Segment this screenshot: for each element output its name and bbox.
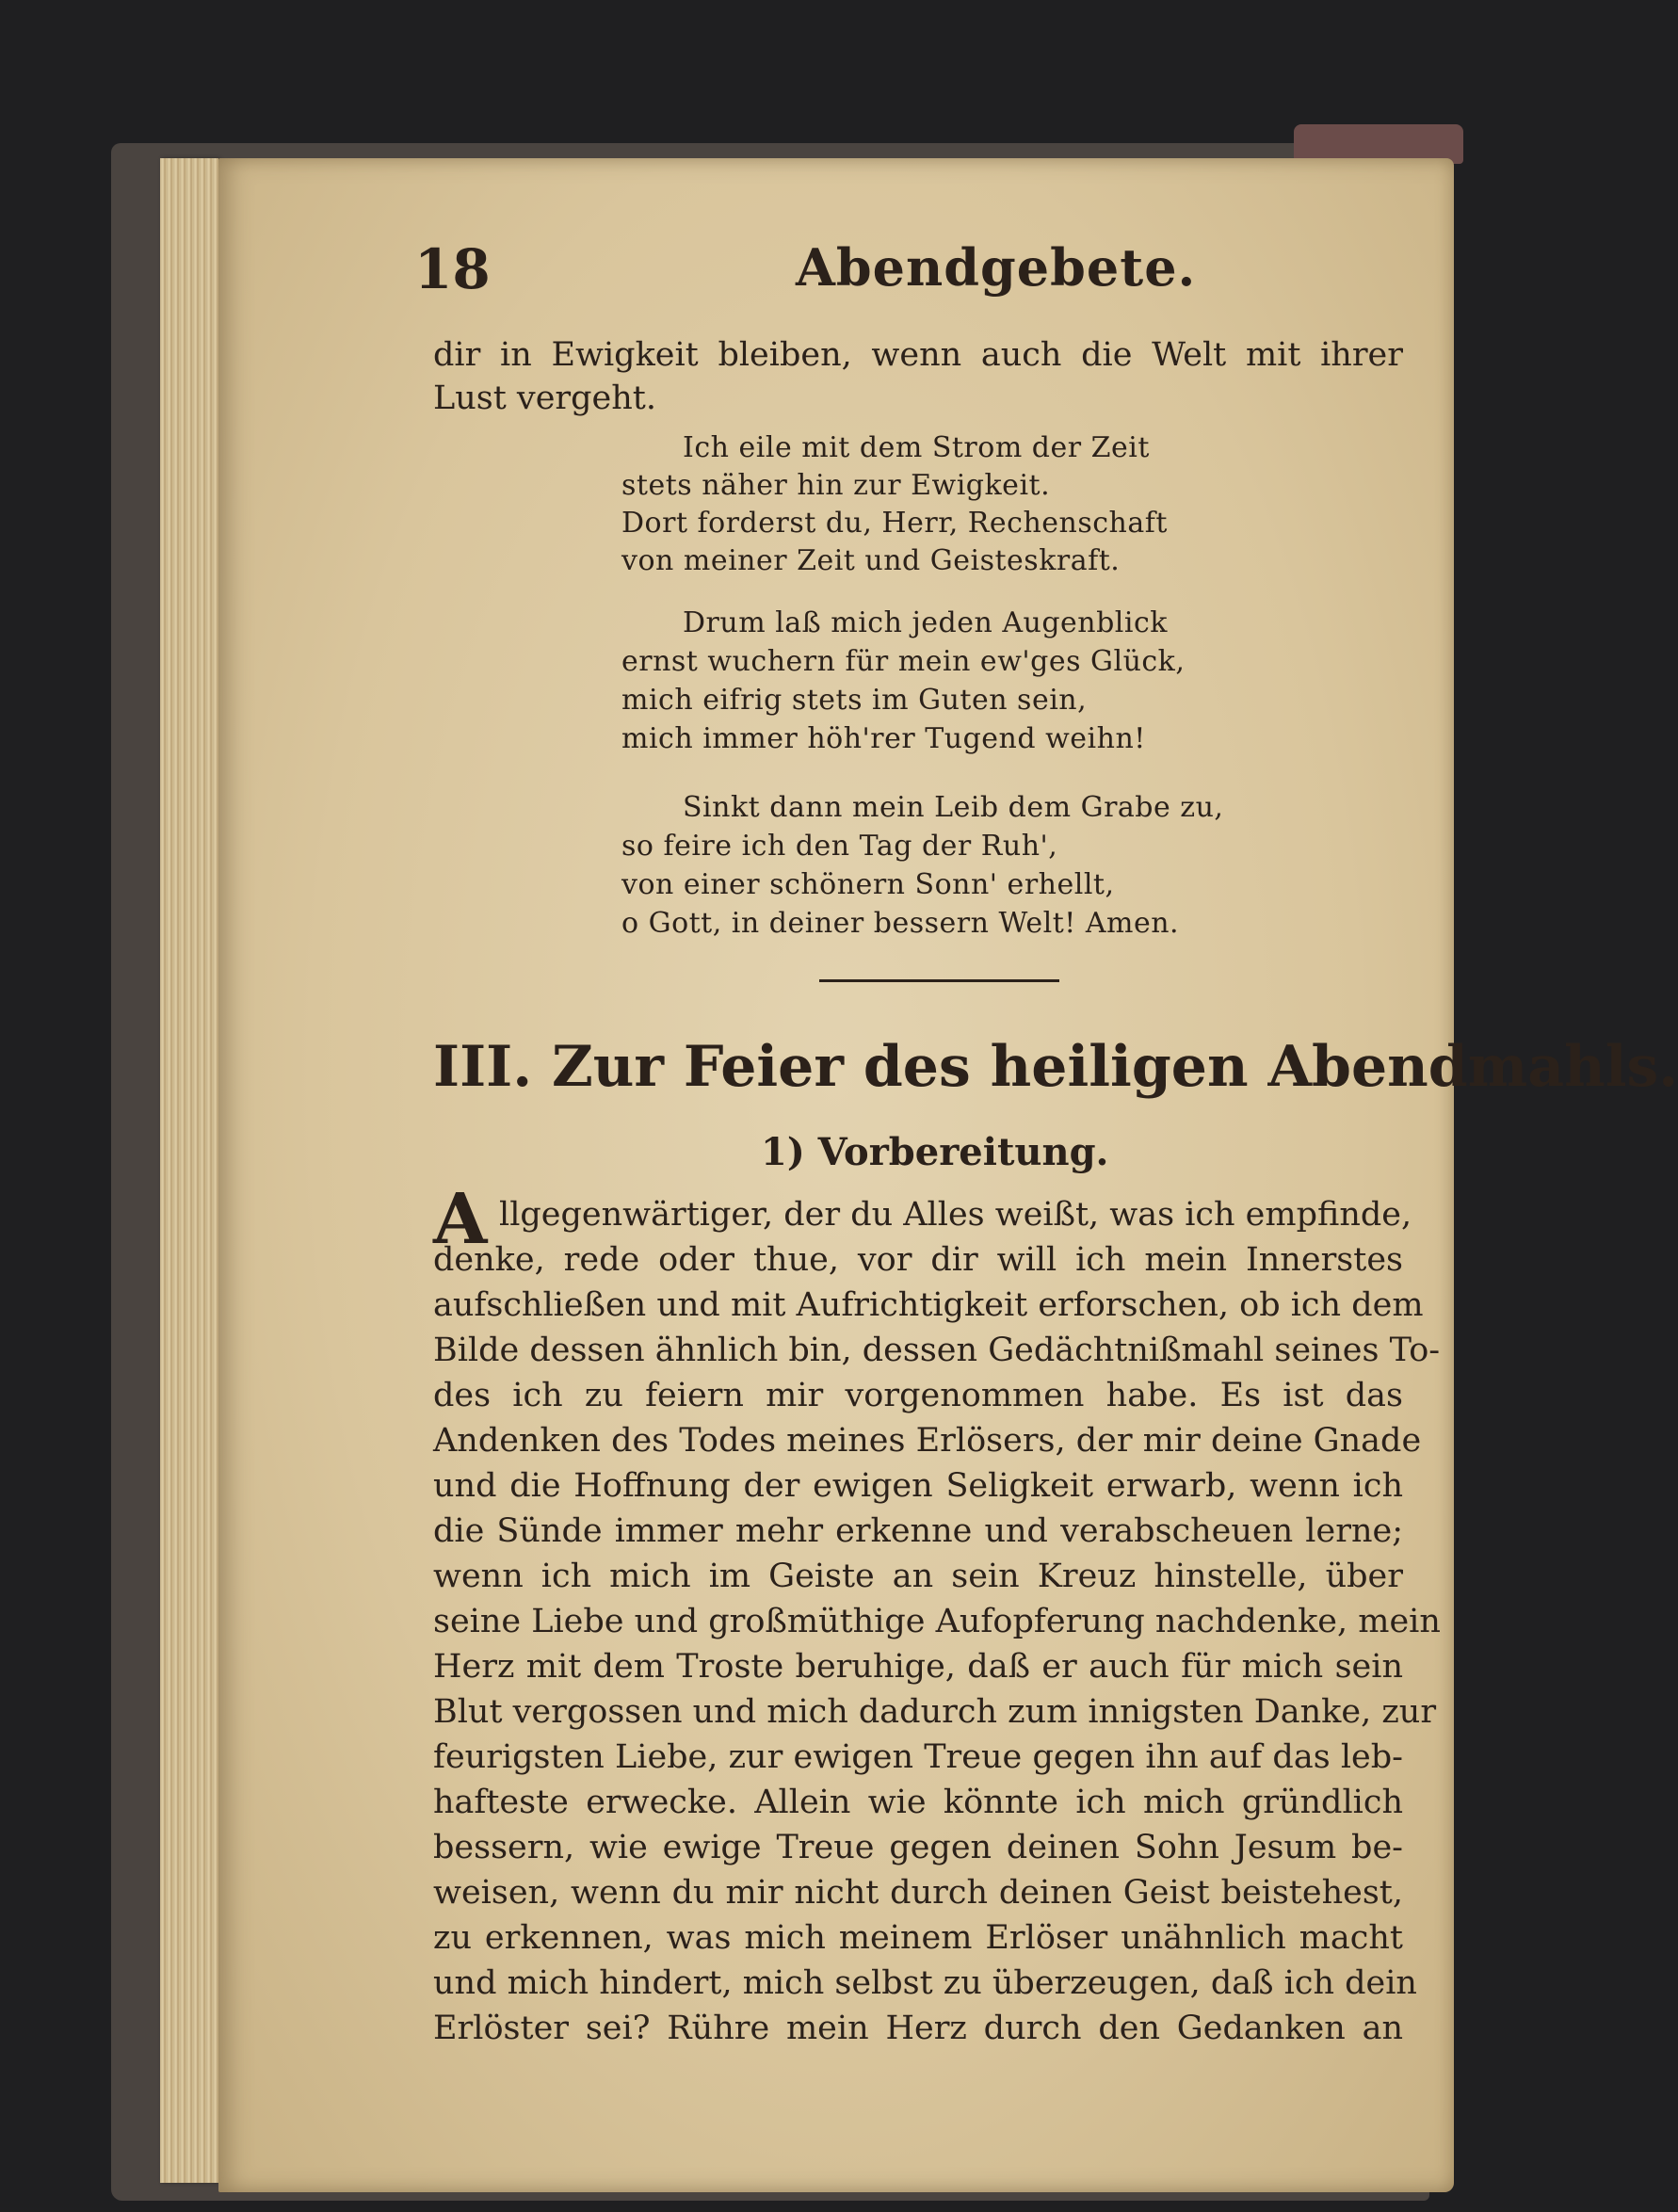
body-line: hafteste erwecke. Allein wie könnte ich mich gründlich (433, 1784, 1403, 1821)
body-line: Blut vergossen und mich dadurch zum innigsten Danke, zur (433, 1693, 1437, 1731)
body-line: die Sünde immer mehr erkenne und verabscheuen lerne; (433, 1512, 1403, 1550)
verse-line: so feire ich den Tag der Ruh', (621, 830, 1058, 863)
body-line: llgegenwärtiger, der du Alles weißt, was ich empfinde, (499, 1196, 1412, 1234)
section-heading: III. Zur Feier des heiligen Abendmahls. (433, 1034, 1678, 1100)
body-line: Andenken des Todes meines Erlösers, der mir deine Gnade (433, 1422, 1422, 1460)
body-line: weisen, wenn du mir nicht durch deinen Geist beistehest, (433, 1874, 1403, 1912)
verse-line: Ich eile mit dem Strom der Zeit (683, 431, 1150, 464)
verse-line: ernst wuchern für mein ew'ges Glück, (621, 645, 1186, 678)
body-line: Erlöster sei? Rühre mein Herz durch den Gedanken an (433, 2010, 1403, 2047)
body-line: dir in Ewigkeit bleiben, wenn auch die Welt mit ihrer (433, 336, 1403, 374)
verse-line: Sinkt dann mein Leib dem Grabe zu, (683, 791, 1224, 824)
body-line: bessern, wie ewige Treue gegen deinen Sohn Jesum be- (433, 1829, 1403, 1866)
section-divider (819, 979, 1059, 982)
body-line: Bilde dessen ähnlich bin, dessen Gedächtnißmahl seines To- (433, 1332, 1441, 1369)
body-line: denke, rede oder thue, vor dir will ich mein Innerstes (433, 1241, 1403, 1279)
body-line: und mich hindert, mich selbst zu überzeugen, daß ich dein (433, 1964, 1417, 2002)
body-line: aufschließen und mit Aufrichtigkeit erforschen, ob ich dem (433, 1286, 1424, 1324)
body-line: des ich zu feiern mir vorgenommen habe. Es ist das (433, 1377, 1403, 1414)
verse-line: stets näher hin zur Ewigkeit. (621, 469, 1051, 502)
body-line: Herz mit dem Troste beruhige, daß er auch für mich sein (433, 1648, 1403, 1686)
verse-line: mich immer höh'rer Tugend weihn! (621, 722, 1146, 755)
body-line: Lust vergeht. (433, 379, 657, 417)
body-line: zu erkennen, was mich meinem Erlöser unähnlich macht (433, 1919, 1403, 1957)
body-line: feurigsten Liebe, zur ewigen Treue gegen ihn auf das leb- (433, 1738, 1403, 1776)
body-line: wenn ich mich im Geiste an sein Kreuz hinstelle, über (433, 1558, 1403, 1595)
running-title: Abendgebete. (796, 237, 1197, 298)
verse-line: mich eifrig stets im Guten sein, (621, 684, 1088, 717)
page-edges (160, 158, 218, 2183)
verse-line: Dort forderst du, Herr, Rechenschaft (621, 507, 1168, 540)
verse-line: Drum laß mich jeden Augenblick (683, 606, 1168, 639)
verse-line: o Gott, in deiner bessern Welt! Amen. (621, 907, 1180, 940)
verse-line: von meiner Zeit und Geisteskraft. (621, 544, 1121, 577)
sub-heading: 1) Vorbereitung. (761, 1130, 1109, 1174)
drop-initial: A (433, 1179, 488, 1260)
verse-line: von einer schönern Sonn' erhellt, (621, 868, 1115, 901)
page-number: 18 (414, 237, 491, 301)
body-line: und die Hoffnung der ewigen Seligkeit erwarb, wenn ich (433, 1467, 1403, 1505)
body-line: seine Liebe und großmüthige Aufopferung nachdenke, mein (433, 1603, 1441, 1640)
